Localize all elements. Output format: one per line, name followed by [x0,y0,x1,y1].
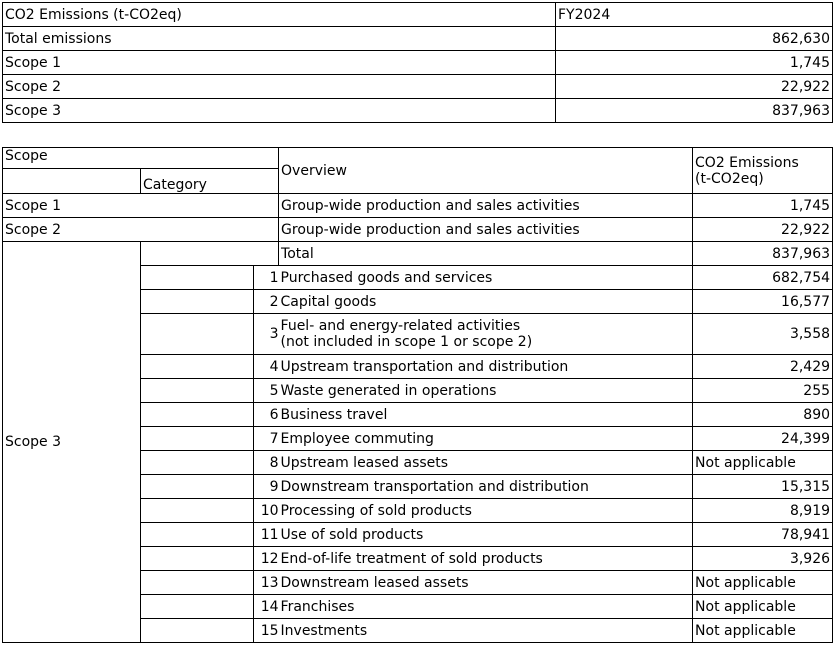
summary-row-value: 837,963 [556,99,833,123]
category-value: 8,919 [693,499,833,523]
scope3-total-overview: Total [279,242,693,266]
category-spacer [141,427,254,451]
category-overview-line2: (not included in scope 1 or scope 2) [280,334,533,350]
category-spacer [141,523,254,547]
summary-row [3,51,833,75]
category-number: 13 [254,571,279,595]
scope1-row [3,194,833,218]
category-value: 78,941 [693,523,833,547]
category-overview [279,314,693,355]
category-overview: Use of sold products [279,523,693,547]
category-spacer [141,290,254,314]
summary-header-year: FY2024 [556,3,833,27]
category-overview: End-of-life treatment of sold products [279,547,693,571]
category-spacer [141,266,254,290]
summary-row-label: Scope 3 [3,99,556,123]
summary-row-value: 22,922 [556,75,833,99]
category-number: 4 [254,355,279,379]
category-spacer [141,379,254,403]
category-number: 11 [254,523,279,547]
category-spacer [141,451,254,475]
category-value: 890 [693,403,833,427]
category-value: Not applicable [693,595,833,619]
header-category: Category [141,169,279,194]
scope2-row [3,218,833,242]
category-spacer [141,499,254,523]
summary-row-label: Total emissions [3,27,556,51]
summary-row-value: 862,630 [556,27,833,51]
category-number: 7 [254,427,279,451]
category-number: 2 [254,290,279,314]
category-value: 16,577 [693,290,833,314]
summary-row [3,27,833,51]
detail-table [2,147,833,643]
category-overview: Franchises [279,595,693,619]
scope1-label: Scope 1 [3,194,279,218]
category-number: 12 [254,547,279,571]
category-overview: Employee commuting [279,427,693,451]
category-value: 24,399 [693,427,833,451]
scope3-total-row [3,242,833,266]
summary-header-row [3,3,833,27]
category-overview: Purchased goods and services [279,266,693,290]
category-value: 15,315 [693,475,833,499]
category-overview: Processing of sold products [279,499,693,523]
category-overview: Waste generated in operations [279,379,693,403]
scope2-label: Scope 2 [3,218,279,242]
header-scope: Scope [3,148,279,169]
header-emissions [693,148,833,194]
header-emissions-line2: (t-CO2eq) [695,170,764,187]
category-spacer [141,547,254,571]
category-spacer [141,314,254,355]
summary-row-label: Scope 2 [3,75,556,99]
category-number: 8 [254,451,279,475]
detail-header-row [3,148,833,169]
category-number: 6 [254,403,279,427]
category-value: 3,926 [693,547,833,571]
category-number: 3 [254,314,279,355]
category-number: 10 [254,499,279,523]
scope2-value: 22,922 [693,218,833,242]
category-number: 15 [254,619,279,643]
summary-row [3,99,833,123]
category-overview: Upstream leased assets [279,451,693,475]
category-overview: Downstream transportation and distribution [279,475,693,499]
header-scope-spacer [3,169,141,194]
category-value: 255 [693,379,833,403]
category-spacer [141,571,254,595]
category-overview-line1: Fuel- and energy-related activities [280,318,521,334]
summary-header-label: CO2 Emissions (t-CO2eq) [3,3,556,27]
scope3-total-category [141,242,279,266]
category-value: 2,429 [693,355,833,379]
summary-table [2,2,833,123]
scope2-overview: Group-wide production and sales activities [279,218,693,242]
category-overview: Investments [279,619,693,643]
category-spacer [141,403,254,427]
scope3-label: Scope 3 [3,242,141,643]
scope3-total-value: 837,963 [693,242,833,266]
category-spacer [141,475,254,499]
scope1-value: 1,745 [693,194,833,218]
header-overview: Overview [279,148,693,194]
category-value: Not applicable [693,451,833,475]
category-spacer [141,595,254,619]
category-value: 3,558 [693,314,833,355]
category-value: Not applicable [693,619,833,643]
category-spacer [141,619,254,643]
category-overview: Downstream leased assets [279,571,693,595]
scope1-overview: Group-wide production and sales activities [279,194,693,218]
category-number: 14 [254,595,279,619]
category-spacer [141,355,254,379]
category-overview: Business travel [279,403,693,427]
category-number: 5 [254,379,279,403]
summary-row [3,75,833,99]
summary-row-value: 1,745 [556,51,833,75]
summary-row-label: Scope 1 [3,51,556,75]
category-value: 682,754 [693,266,833,290]
header-emissions-line1: CO2 Emissions [695,154,799,171]
category-overview: Capital goods [279,290,693,314]
category-number: 1 [254,266,279,290]
category-number: 9 [254,475,279,499]
category-value: Not applicable [693,571,833,595]
category-overview: Upstream transportation and distribution [279,355,693,379]
